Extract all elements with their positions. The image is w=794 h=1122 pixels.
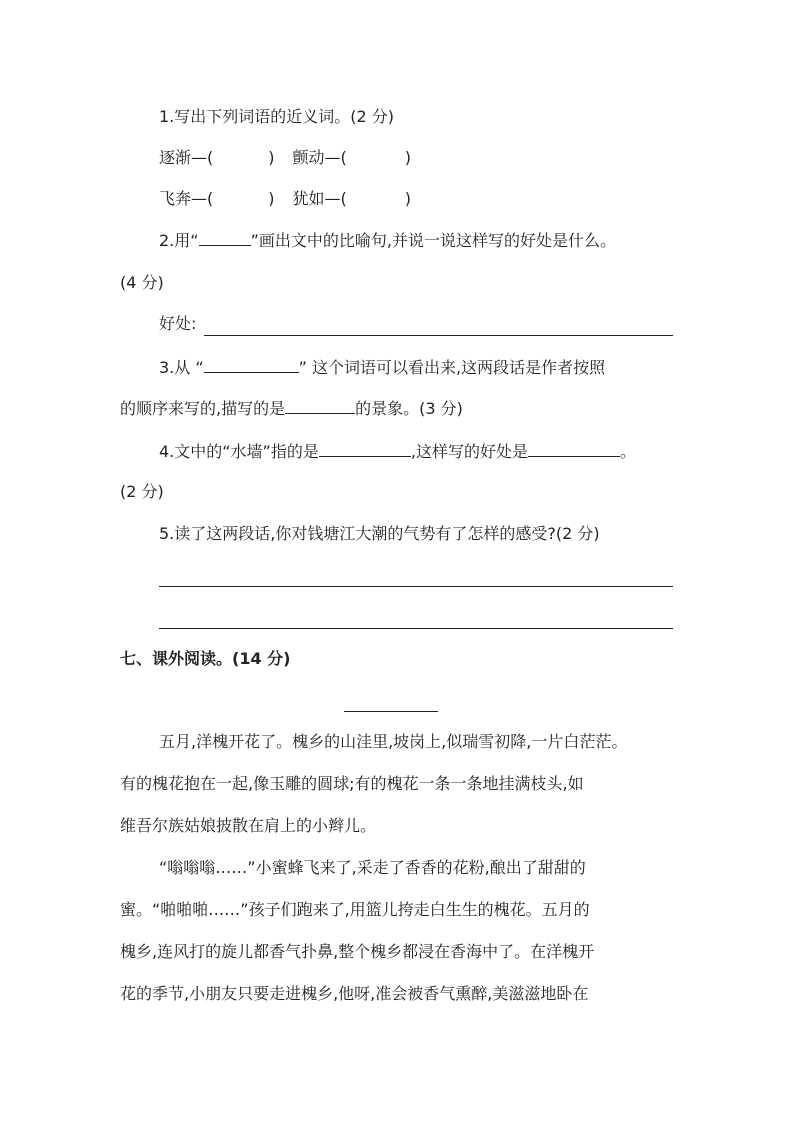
q2-answer-line[interactable]: [204, 335, 673, 336]
q3-text-post: ” 这个词语可以看出来,这两段话是作者按照: [298, 358, 606, 377]
passage-line: 五月,洋槐开花了。槐乡的山洼里,坡岗上,似瑞雪初降,一片白茫茫。: [159, 732, 628, 751]
section-heading: 七、课外阅读。(14 分): [120, 649, 291, 668]
passage-line: 维吾尔族姑娘披散在肩上的小辫儿。: [120, 816, 377, 835]
passage-title-blank[interactable]: [344, 711, 438, 712]
passage-line: 花的季节,小朋友只要走进槐乡,他呀,准会被香气熏醉,美滋滋地卧在: [120, 984, 589, 1003]
q4-line-1: [159, 440, 636, 463]
q1-word-3: 飞奔—(: [159, 189, 214, 208]
q2-answer-label: 好处:: [159, 314, 197, 333]
q1-word-4: 犹如—(: [292, 189, 347, 208]
q4-blank-2[interactable]: [528, 440, 620, 457]
q4-text-pre: 4.文中的“水墙”指的是: [159, 442, 319, 461]
q4-text-end: 。: [619, 442, 636, 461]
q5-answer-line-2[interactable]: [159, 628, 673, 629]
passage-line: 槐乡,连风打的旋儿都香气扑鼻,整个槐乡都浸在香海中了。在洋槐开: [120, 942, 595, 961]
q3-text-pre: 3.从 “: [159, 358, 204, 377]
q3-line2-pre: 的顺序来写的,描写的是: [120, 399, 286, 418]
q1-row-1: [159, 147, 411, 169]
q3-blank-2[interactable]: [285, 397, 355, 414]
q4-blank-1[interactable]: [319, 440, 411, 457]
paren-close: ): [268, 189, 275, 208]
q2-text-post: ”画出文中的比喻句,并说一说这样写的好处是什么。: [250, 231, 616, 250]
passage-line: 蜜。“啪啪啪……”孩子们跑来了,用篮儿挎走白生生的槐花。五月的: [120, 900, 590, 919]
q1-row-2: [159, 188, 411, 210]
paren-close: ): [404, 148, 411, 167]
q3-blank-1[interactable]: [204, 356, 299, 373]
q4-text-mid: ,这样写的好处是: [410, 442, 528, 461]
q3-line-2: [120, 397, 463, 420]
paren-close: ): [268, 148, 275, 167]
q1-word-2: 颤动—(: [292, 148, 347, 167]
q1-title: 1.写出下列词语的近义词。(2 分): [159, 107, 395, 126]
paren-close: ): [404, 189, 411, 208]
q3-line-1: [159, 356, 605, 379]
q3-line2-post: 的景象。(3 分): [355, 399, 463, 418]
q5-answer-line-1[interactable]: [159, 586, 673, 587]
q4-score: (2 分): [120, 482, 164, 501]
q5-title: 5.读了这两段话,你对钱塘江大潮的气势有了怎样的感受?(2 分): [159, 524, 600, 543]
q2-text-pre: 2.用“: [159, 231, 199, 250]
underline-mark-sample: [199, 229, 251, 246]
q2-line-1: [159, 229, 616, 252]
passage-line: 有的槐花抱在一起,像玉雕的圆球;有的槐花一条一条地挂满枝头,如: [120, 774, 584, 793]
passage-line: “嗡嗡嗡……”小蜜蜂飞来了,采走了香香的花粉,酿出了甜甜的: [159, 858, 586, 877]
q1-word-1: 逐渐—(: [159, 148, 214, 167]
q2-score: (4 分): [120, 273, 164, 292]
